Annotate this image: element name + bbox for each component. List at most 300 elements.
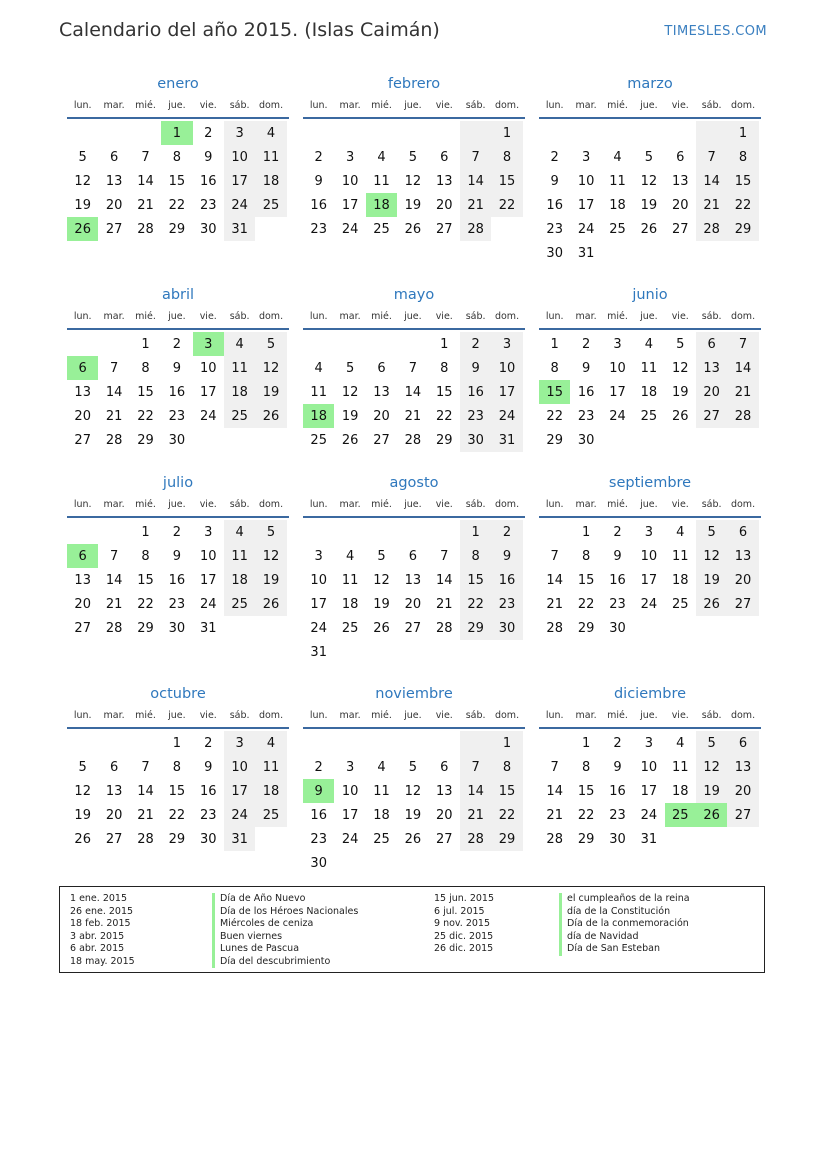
weekday-label: mié. xyxy=(135,310,156,322)
day-cell: 29 xyxy=(460,616,491,640)
day-cell: 19 xyxy=(74,807,91,823)
day-cell: 17 xyxy=(199,384,217,400)
day-cell: 20 xyxy=(74,596,91,612)
day-cell: 29 xyxy=(168,831,186,847)
day-cell: 5 xyxy=(377,548,386,564)
day-grid xyxy=(67,121,289,241)
weekday-label: dom. xyxy=(258,310,284,322)
day-cell: 30 xyxy=(168,620,186,636)
day-cell: 8 xyxy=(172,759,181,775)
day-cell: 18 xyxy=(640,384,658,400)
weekday-label: lun. xyxy=(545,498,564,510)
header-rule xyxy=(303,328,525,330)
page-title: Calendario del año 2015. (Islas Caimán) xyxy=(59,19,440,41)
day-cell: 29 xyxy=(137,620,154,636)
day-cell: 3 xyxy=(581,149,591,165)
weekday-header xyxy=(67,706,289,724)
month-title: enero xyxy=(157,76,199,92)
weekday-label: vie. xyxy=(435,709,453,721)
empty-day-cell xyxy=(130,121,161,145)
holiday-date-left: 18 feb. 2015 xyxy=(70,918,131,929)
weekday-label: mié. xyxy=(607,99,628,111)
holiday-date-left: 6 abr. 2015 xyxy=(70,943,125,954)
weekday-label: sáb. xyxy=(701,709,722,721)
day-cell: 23 xyxy=(491,592,522,616)
day-cell: 28 xyxy=(727,404,758,428)
day-cell: 11 xyxy=(671,548,689,564)
day-cell: 22 xyxy=(546,408,563,424)
day-cell: 2 xyxy=(581,336,591,352)
day-cell: 6 xyxy=(676,149,685,165)
day-cell: 4 xyxy=(377,759,386,775)
day-cell: 13 xyxy=(373,384,390,400)
day-cell: 20 xyxy=(105,807,123,823)
day-cell: 31 xyxy=(491,428,522,452)
header-rule xyxy=(539,117,761,119)
weekday-label: mié. xyxy=(607,709,628,721)
day-cell: 29 xyxy=(435,432,453,448)
holiday-day-cell: 6 xyxy=(67,544,98,568)
day-cell: 30 xyxy=(577,432,595,448)
month-title: julio xyxy=(162,475,194,491)
month-enero xyxy=(67,72,289,241)
day-cell: 24 xyxy=(224,193,255,217)
weekday-label: dom. xyxy=(258,498,284,510)
holiday-name-left: Día del descubrimiento xyxy=(212,956,358,969)
day-cell: 8 xyxy=(550,360,559,376)
holiday-name-left: Miércoles de ceniza xyxy=(212,918,358,931)
day-cell: 21 xyxy=(727,380,758,404)
day-cell: 3 xyxy=(491,332,522,356)
day-cell: 23 xyxy=(310,831,327,847)
day-cell: 15 xyxy=(491,779,522,803)
weekday-label: mié. xyxy=(135,99,156,111)
weekday-label: mar. xyxy=(575,498,597,510)
day-cell: 4 xyxy=(314,360,323,376)
day-cell: 13 xyxy=(435,783,453,799)
day-cell: 18 xyxy=(224,380,255,404)
day-cell: 4 xyxy=(345,548,355,564)
day-cell: 19 xyxy=(255,380,286,404)
day-cell: 19 xyxy=(373,596,390,612)
day-cell: 21 xyxy=(105,408,123,424)
holiday-day-cell: 3 xyxy=(193,332,224,356)
day-cell: 27 xyxy=(671,221,689,237)
weekday-label: sáb. xyxy=(229,99,250,111)
day-cell: 18 xyxy=(255,779,286,803)
day-cell: 27 xyxy=(435,831,453,847)
weekday-label: sáb. xyxy=(465,99,486,111)
empty-day-cell xyxy=(303,121,334,145)
day-cell: 29 xyxy=(727,217,758,241)
weekday-header xyxy=(303,706,525,724)
day-cell: 2 xyxy=(314,149,323,165)
day-cell: 19 xyxy=(341,408,359,424)
empty-day-cell xyxy=(366,332,397,356)
day-cell: 21 xyxy=(137,197,154,213)
day-cell: 10 xyxy=(341,783,359,799)
weekday-label: mar. xyxy=(339,310,361,322)
weekday-label: jue. xyxy=(168,99,186,111)
empty-day-cell xyxy=(98,121,129,145)
weekday-label: vie. xyxy=(199,99,217,111)
day-cell: 15 xyxy=(435,384,453,400)
day-cell: 9 xyxy=(491,544,522,568)
day-cell: 18 xyxy=(671,783,689,799)
day-cell: 23 xyxy=(609,807,626,823)
day-cell: 12 xyxy=(341,384,359,400)
holiday-day-cell: 15 xyxy=(539,380,570,404)
header-rule xyxy=(303,117,525,119)
day-cell: 24 xyxy=(224,803,255,827)
day-cell: 1 xyxy=(550,336,559,352)
day-cell: 21 xyxy=(696,193,727,217)
day-cell: 9 xyxy=(172,548,181,564)
day-cell: 11 xyxy=(609,173,626,189)
weekday-label: dom. xyxy=(730,310,756,322)
day-cell: 18 xyxy=(373,807,390,823)
day-cell: 18 xyxy=(609,197,626,213)
empty-day-cell xyxy=(67,520,98,544)
day-cell: 7 xyxy=(141,759,150,775)
day-cell: 7 xyxy=(408,360,417,376)
day-cell: 8 xyxy=(440,360,449,376)
day-cell: 1 xyxy=(581,735,591,751)
day-cell: 25 xyxy=(373,831,390,847)
day-cell: 21 xyxy=(546,807,563,823)
day-cell: 17 xyxy=(491,380,522,404)
month-noviembre xyxy=(303,682,525,875)
weekday-header xyxy=(303,96,525,114)
day-cell: 11 xyxy=(373,173,390,189)
weekday-header xyxy=(303,307,525,325)
day-cell: 22 xyxy=(168,807,186,823)
day-cell: 20 xyxy=(696,380,727,404)
day-cell: 21 xyxy=(460,803,491,827)
day-cell: 1 xyxy=(581,524,591,540)
empty-day-cell xyxy=(429,731,460,755)
header-rule xyxy=(303,727,525,729)
day-cell: 11 xyxy=(255,145,286,169)
day-cell: 3 xyxy=(224,731,255,755)
weekday-label: lun. xyxy=(309,709,328,721)
day-cell: 4 xyxy=(255,731,286,755)
holiday-name-right: día de la Constitución xyxy=(559,906,690,919)
day-cell: 28 xyxy=(435,620,453,636)
day-cell: 25 xyxy=(640,408,658,424)
day-cell: 28 xyxy=(460,827,491,851)
day-cell: 3 xyxy=(644,524,653,540)
day-cell: 22 xyxy=(491,803,522,827)
day-cell: 2 xyxy=(204,125,213,141)
day-cell: 17 xyxy=(640,572,658,588)
day-cell: 2 xyxy=(550,149,559,165)
empty-day-cell xyxy=(303,731,334,755)
holiday-names-right xyxy=(559,893,690,956)
day-cell: 18 xyxy=(224,568,255,592)
day-cell: 4 xyxy=(676,735,685,751)
day-cell: 14 xyxy=(137,783,154,799)
empty-day-cell xyxy=(429,520,460,544)
weekday-label: jue. xyxy=(640,709,658,721)
day-cell: 23 xyxy=(168,408,186,424)
weekday-label: vie. xyxy=(199,310,217,322)
weekday-label: vie. xyxy=(199,709,217,721)
day-cell: 17 xyxy=(310,596,327,612)
day-cell: 12 xyxy=(255,356,286,380)
day-cell: 23 xyxy=(577,408,595,424)
weekday-label: mar. xyxy=(575,310,597,322)
month-title: diciembre xyxy=(613,686,687,702)
holiday-names-left xyxy=(212,893,358,968)
weekday-label: dom. xyxy=(730,498,756,510)
day-cell: 3 xyxy=(644,735,653,751)
day-cell: 16 xyxy=(460,380,491,404)
day-cell: 16 xyxy=(199,783,217,799)
day-cell: 23 xyxy=(199,197,217,213)
day-cell: 29 xyxy=(546,432,563,448)
day-cell: 13 xyxy=(404,572,422,588)
day-cell: 19 xyxy=(404,197,422,213)
month-title: septiembre xyxy=(608,475,692,491)
day-cell: 27 xyxy=(404,620,422,636)
day-cell: 24 xyxy=(640,807,658,823)
weekday-label: sáb. xyxy=(229,310,250,322)
holiday-dates-right xyxy=(434,893,494,956)
day-cell: 30 xyxy=(199,221,217,237)
day-cell: 5 xyxy=(408,149,417,165)
holiday-name-left: Día de Año Nuevo xyxy=(212,893,358,906)
day-cell: 29 xyxy=(491,827,522,851)
weekday-header xyxy=(539,706,761,724)
day-cell: 29 xyxy=(168,221,186,237)
weekday-label: sáb. xyxy=(465,310,486,322)
holiday-date-right: 9 nov. 2015 xyxy=(434,918,490,929)
day-cell: 27 xyxy=(373,432,390,448)
day-grid xyxy=(539,121,761,265)
day-cell: 15 xyxy=(137,384,154,400)
day-cell: 12 xyxy=(640,173,658,189)
weekday-label: vie. xyxy=(671,709,689,721)
day-cell: 5 xyxy=(78,759,87,775)
day-cell: 24 xyxy=(491,404,522,428)
day-cell: 16 xyxy=(577,384,595,400)
empty-day-cell xyxy=(397,332,428,356)
holiday-date-right: 15 jun. 2015 xyxy=(434,893,495,904)
day-cell: 8 xyxy=(491,755,522,779)
weekday-label: dom. xyxy=(494,498,520,510)
weekday-label: mié. xyxy=(371,310,392,322)
day-cell: 14 xyxy=(435,572,453,588)
day-cell: 24 xyxy=(577,221,595,237)
weekday-label: jue. xyxy=(640,99,658,111)
empty-day-cell xyxy=(429,121,460,145)
month-septiembre xyxy=(539,471,761,640)
holiday-date-left: 18 may. 2015 xyxy=(70,955,135,967)
day-cell: 30 xyxy=(609,620,626,636)
day-cell: 12 xyxy=(404,173,422,189)
day-cell: 12 xyxy=(671,360,689,376)
day-cell: 25 xyxy=(609,221,626,237)
day-cell: 1 xyxy=(727,121,758,145)
empty-day-cell xyxy=(366,121,397,145)
day-cell: 8 xyxy=(581,759,591,775)
day-cell: 19 xyxy=(696,779,727,803)
day-cell: 7 xyxy=(550,548,559,564)
day-cell: 20 xyxy=(74,408,91,424)
weekday-label: dom. xyxy=(258,99,284,111)
day-cell: 12 xyxy=(74,783,91,799)
day-cell: 24 xyxy=(640,596,658,612)
day-cell: 20 xyxy=(373,408,390,424)
day-cell: 9 xyxy=(613,548,622,564)
day-cell: 3 xyxy=(345,149,355,165)
empty-day-cell xyxy=(366,731,397,755)
weekday-label: dom. xyxy=(494,709,520,721)
day-cell: 31 xyxy=(310,644,327,660)
day-cell: 22 xyxy=(137,408,154,424)
day-cell: 18 xyxy=(255,169,286,193)
day-cell: 3 xyxy=(224,121,255,145)
empty-day-cell xyxy=(570,121,601,145)
month-octubre xyxy=(67,682,289,851)
weekday-label: jue. xyxy=(404,99,422,111)
day-cell: 11 xyxy=(341,572,359,588)
weekday-header xyxy=(539,495,761,513)
day-cell: 14 xyxy=(546,783,563,799)
day-cell: 10 xyxy=(491,356,522,380)
holiday-day-cell: 18 xyxy=(303,404,334,428)
day-cell: 31 xyxy=(224,217,255,241)
weekday-label: dom. xyxy=(494,310,520,322)
day-cell: 24 xyxy=(199,596,217,612)
holiday-day-cell: 26 xyxy=(696,803,727,827)
day-cell: 29 xyxy=(577,831,595,847)
empty-day-cell xyxy=(633,121,664,145)
empty-day-cell xyxy=(397,121,428,145)
day-cell: 13 xyxy=(727,755,758,779)
day-cell: 9 xyxy=(204,759,213,775)
day-cell: 27 xyxy=(435,221,453,237)
day-cell: 15 xyxy=(137,572,154,588)
day-cell: 18 xyxy=(671,572,689,588)
day-grid xyxy=(539,332,761,452)
weekday-label: sáb. xyxy=(701,498,722,510)
day-cell: 9 xyxy=(613,759,622,775)
day-cell: 25 xyxy=(255,803,286,827)
day-cell: 14 xyxy=(727,356,758,380)
day-cell: 9 xyxy=(314,173,323,189)
day-cell: 1 xyxy=(141,336,150,352)
holiday-list xyxy=(59,886,765,973)
day-cell: 19 xyxy=(74,197,91,213)
weekday-label: lun. xyxy=(309,498,328,510)
day-cell: 19 xyxy=(255,568,286,592)
day-cell: 31 xyxy=(199,620,217,636)
month-title: octubre xyxy=(150,686,206,702)
day-cell: 15 xyxy=(491,169,522,193)
weekday-label: vie. xyxy=(671,310,689,322)
header-rule xyxy=(303,516,525,518)
day-cell: 6 xyxy=(696,332,727,356)
day-cell: 10 xyxy=(640,548,658,564)
day-cell: 14 xyxy=(460,779,491,803)
day-cell: 28 xyxy=(546,620,563,636)
day-cell: 28 xyxy=(137,831,154,847)
empty-day-cell xyxy=(397,731,428,755)
day-cell: 16 xyxy=(609,783,626,799)
day-cell: 16 xyxy=(546,197,563,213)
month-febrero xyxy=(303,72,525,241)
day-cell: 16 xyxy=(491,568,522,592)
day-cell: 2 xyxy=(613,735,622,751)
weekday-label: mié. xyxy=(371,709,392,721)
day-cell: 19 xyxy=(404,807,422,823)
day-cell: 1 xyxy=(172,735,181,751)
day-cell: 31 xyxy=(577,245,595,261)
day-cell: 14 xyxy=(460,169,491,193)
day-grid xyxy=(303,731,525,875)
holiday-day-cell: 1 xyxy=(161,121,192,145)
day-cell: 30 xyxy=(168,432,186,448)
day-cell: 6 xyxy=(727,520,758,544)
day-cell: 2 xyxy=(204,735,213,751)
day-cell: 26 xyxy=(373,620,390,636)
header-rule xyxy=(539,516,761,518)
day-cell: 29 xyxy=(577,620,595,636)
empty-day-cell xyxy=(460,731,491,755)
empty-day-cell xyxy=(539,731,570,755)
day-cell: 28 xyxy=(546,831,563,847)
day-cell: 5 xyxy=(345,360,355,376)
empty-day-cell xyxy=(366,520,397,544)
day-cell: 25 xyxy=(373,221,390,237)
day-cell: 4 xyxy=(255,121,286,145)
brand-link[interactable]: TIMESLES.COM xyxy=(664,24,767,39)
day-cell: 13 xyxy=(74,384,91,400)
weekday-label: lun. xyxy=(545,709,564,721)
weekday-label: vie. xyxy=(199,498,217,510)
day-cell: 16 xyxy=(609,572,626,588)
day-cell: 14 xyxy=(105,572,123,588)
day-cell: 10 xyxy=(199,548,217,564)
day-cell: 8 xyxy=(172,149,181,165)
day-cell: 20 xyxy=(435,197,453,213)
weekday-label: jue. xyxy=(404,498,422,510)
day-cell: 11 xyxy=(640,360,658,376)
day-cell: 15 xyxy=(577,783,595,799)
day-cell: 26 xyxy=(640,221,658,237)
empty-day-cell xyxy=(98,520,129,544)
day-cell: 22 xyxy=(577,596,595,612)
day-cell: 28 xyxy=(105,432,123,448)
weekday-label: sáb. xyxy=(465,498,486,510)
day-cell: 13 xyxy=(727,544,758,568)
day-cell: 20 xyxy=(671,197,689,213)
day-cell: 20 xyxy=(727,568,758,592)
day-cell: 6 xyxy=(440,759,449,775)
day-cell: 21 xyxy=(137,807,154,823)
day-cell: 16 xyxy=(199,173,217,189)
day-cell: 8 xyxy=(727,145,758,169)
day-cell: 26 xyxy=(74,831,91,847)
weekday-header xyxy=(539,307,761,325)
holiday-dates-left xyxy=(70,893,135,968)
day-cell: 12 xyxy=(255,544,286,568)
day-cell: 19 xyxy=(671,384,689,400)
empty-day-cell xyxy=(334,121,365,145)
day-cell: 4 xyxy=(613,149,622,165)
